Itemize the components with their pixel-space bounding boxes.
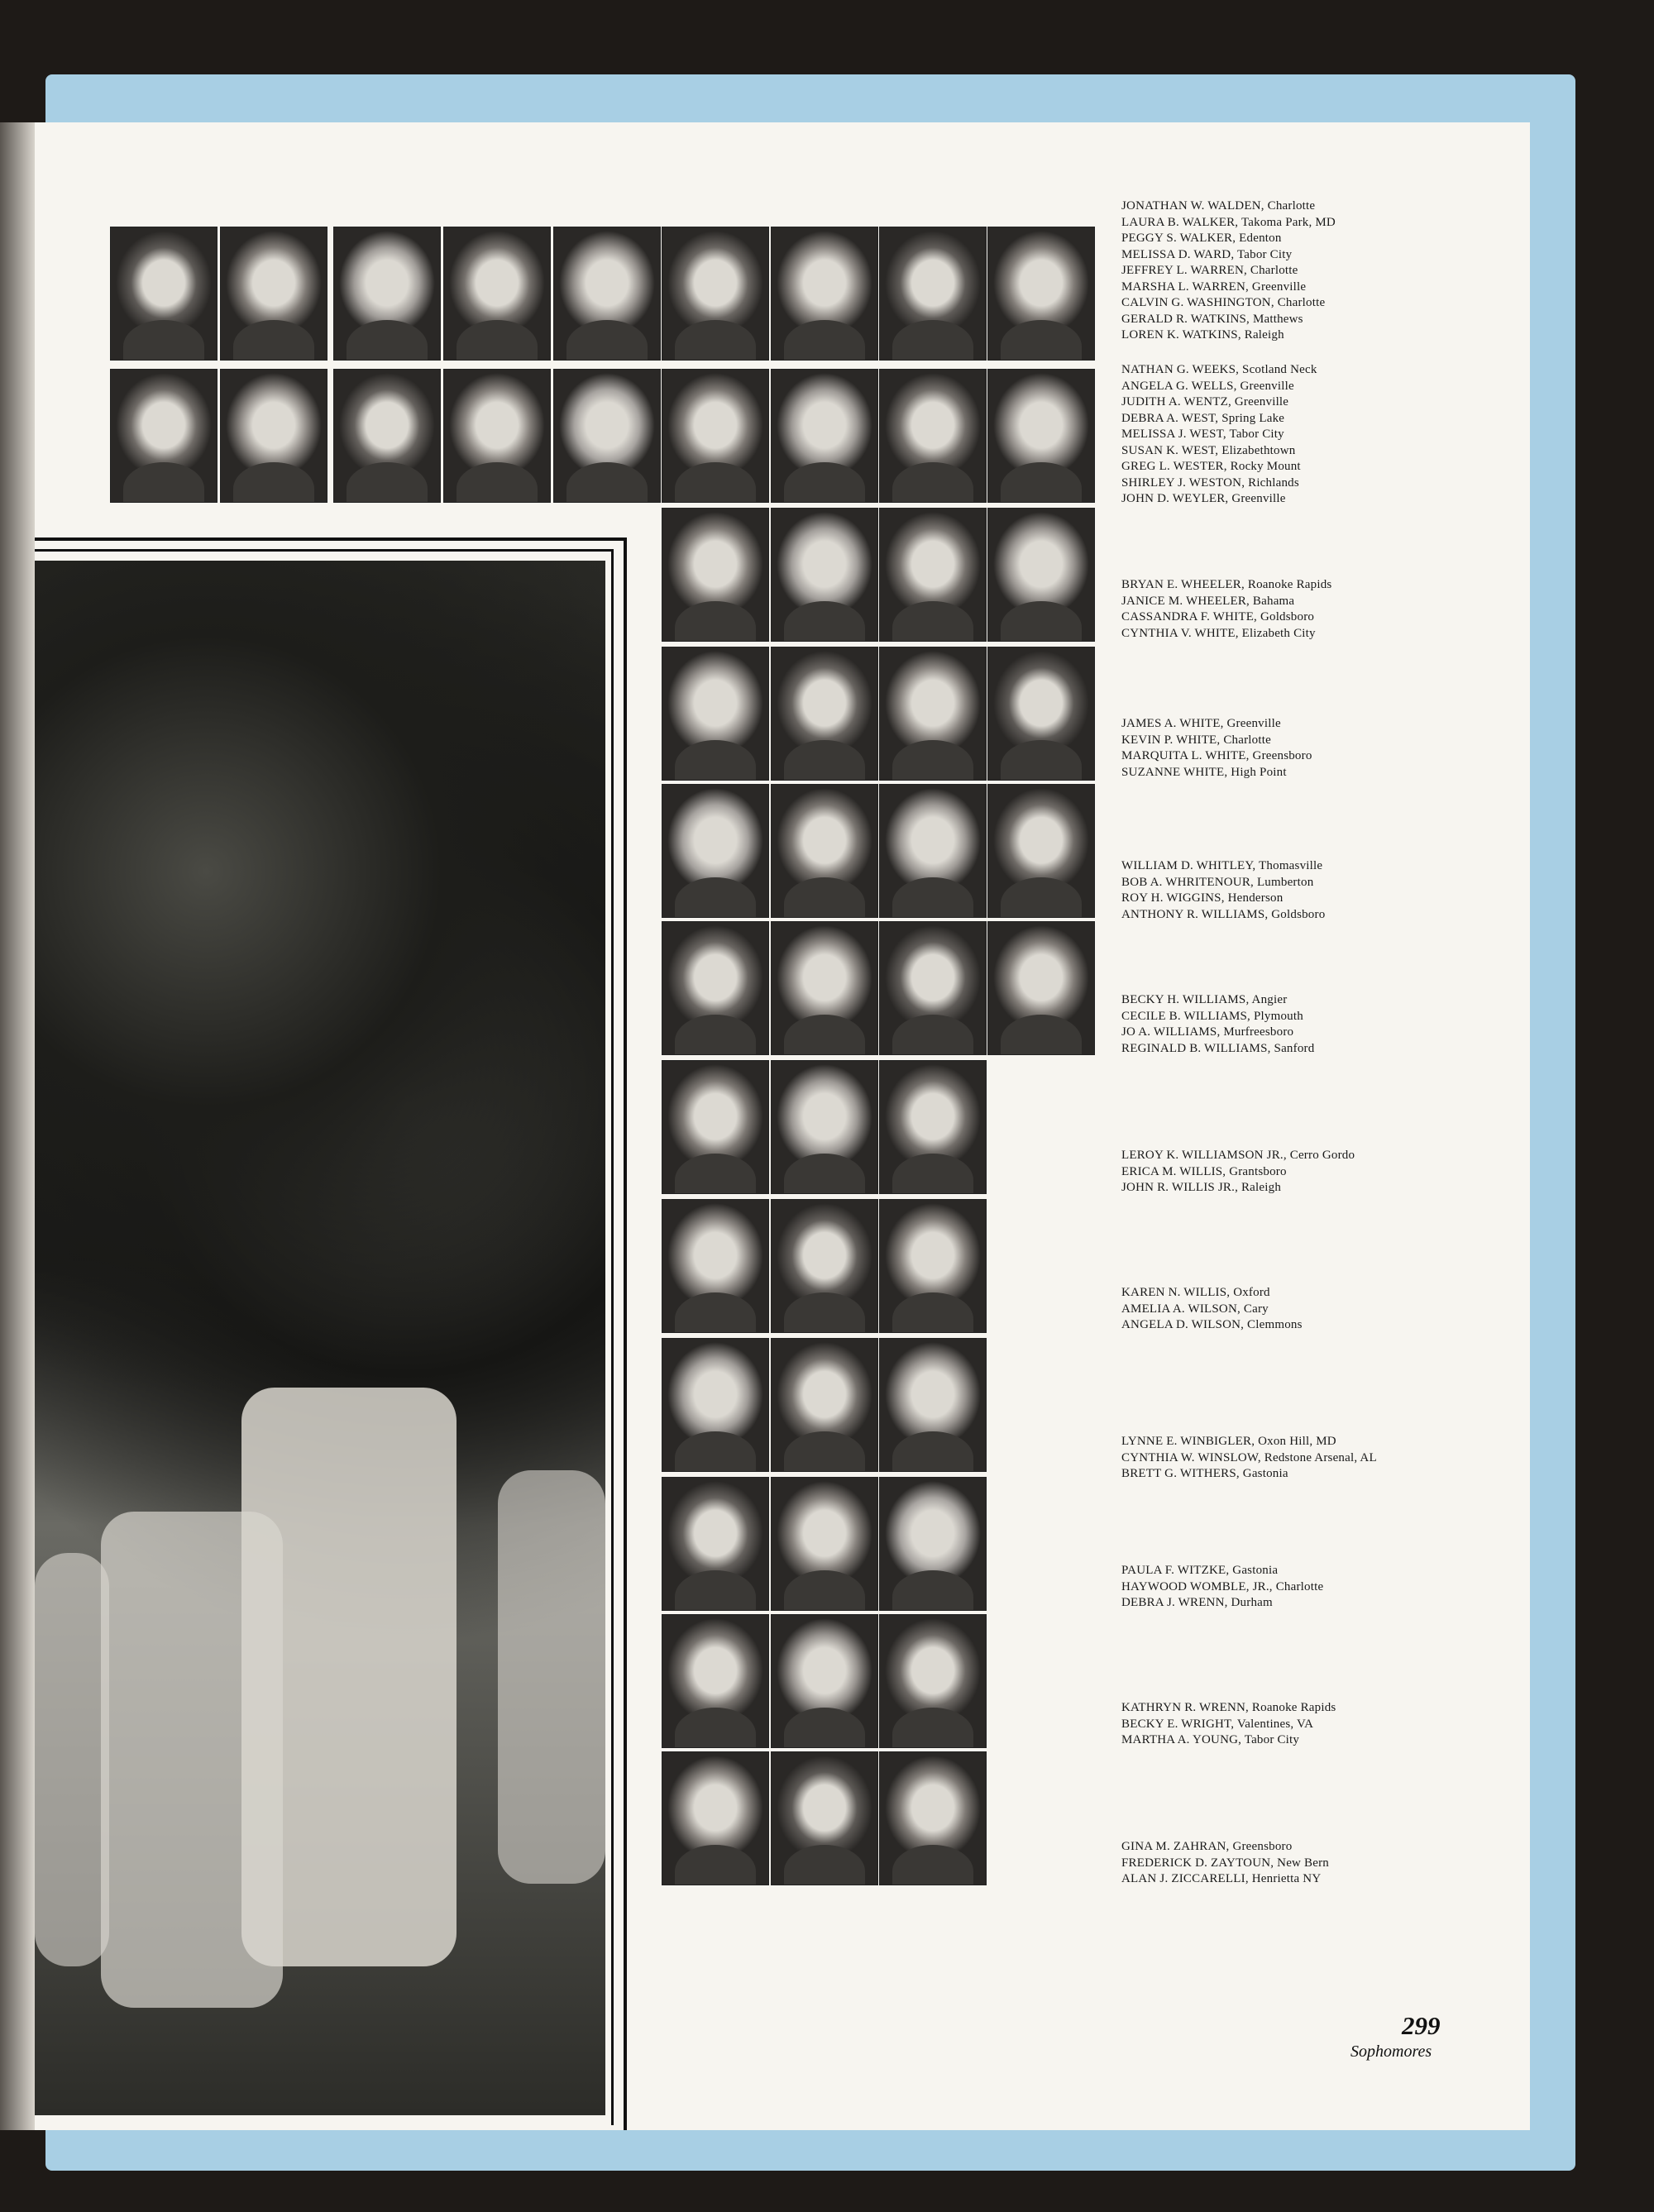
student-portrait [879, 1751, 987, 1885]
student-portrait [662, 369, 769, 503]
student-portrait [879, 647, 987, 781]
name-block [1121, 1839, 1329, 1888]
page-number: 299 [1402, 2011, 1441, 2040]
name-block [1121, 1563, 1323, 1612]
name-block [1121, 1148, 1355, 1197]
student-name: FREDERICK D. ZAYTOUN, New Bern [1121, 1856, 1329, 1870]
student-name: KAREN N. WILLIS, Oxford [1121, 1286, 1270, 1299]
student-portrait [662, 227, 769, 361]
student-name: REGINALD B. WILLIAMS, Sanford [1121, 1041, 1315, 1055]
name-block [1121, 1285, 1303, 1334]
student-name: BRYAN E. WHEELER, Roanoke Rapids [1121, 578, 1332, 591]
student-portrait [987, 508, 1095, 642]
student-portrait [987, 921, 1095, 1055]
student-name: CYNTHIA W. WINSLOW, Redstone Arsenal, AL [1121, 1450, 1377, 1464]
student-name: JO A. WILLIAMS, Murfreesboro [1121, 1025, 1294, 1039]
student-portrait [771, 369, 878, 503]
student-portrait [333, 227, 441, 361]
student-portrait [662, 1614, 769, 1748]
student-portrait [987, 369, 1095, 503]
student-name: ROY H. WIGGINS, Henderson [1121, 891, 1284, 905]
name-block [1121, 992, 1314, 1057]
student-name: LAURA B. WALKER, Takoma Park, MD [1121, 215, 1336, 229]
student-portrait [987, 227, 1095, 361]
student-name: GINA M. ZAHRAN, Greensboro [1121, 1840, 1293, 1853]
student-name: PEGGY S. WALKER, Edenton [1121, 232, 1282, 245]
frame-rule-right-outer [624, 537, 627, 2130]
student-name: JOHN R. WILLIS JR., Raleigh [1121, 1181, 1282, 1194]
name-block [1121, 577, 1331, 642]
student-portrait [553, 227, 661, 361]
student-portrait [220, 369, 327, 503]
student-portrait [333, 369, 441, 503]
name-block [1121, 716, 1312, 781]
student-portrait [771, 1338, 878, 1472]
student-portrait [110, 227, 218, 361]
section-label: Sophomores [1350, 2042, 1432, 2061]
students-outdoor-photo [35, 561, 605, 2115]
name-block [1121, 1434, 1377, 1483]
student-portrait [879, 921, 987, 1055]
student-name: MELISSA D. WARD, Tabor City [1121, 247, 1293, 261]
student-portrait [662, 784, 769, 918]
student-name: LOREN K. WATKINS, Raleigh [1121, 328, 1284, 342]
student-name: CYNTHIA V. WHITE, Elizabeth City [1121, 626, 1316, 640]
student-name: BECKY H. WILLIAMS, Angier [1121, 993, 1288, 1006]
student-name: GERALD R. WATKINS, Matthews [1121, 312, 1303, 326]
student-portrait [771, 1199, 878, 1333]
student-portrait [771, 647, 878, 781]
student-name: JOHN D. WEYLER, Greenville [1121, 492, 1286, 505]
student-name: MARSHA L. WARREN, Greenville [1121, 279, 1307, 294]
student-name: SUSAN K. WEST, Elizabethtown [1121, 443, 1296, 457]
name-block [1121, 362, 1317, 508]
student-portrait [662, 1338, 769, 1472]
student-portrait [662, 647, 769, 781]
student-portrait [771, 508, 878, 642]
student-portrait [879, 369, 987, 503]
student-portrait [771, 1751, 878, 1885]
student-portrait [879, 1477, 987, 1611]
student-name: ANTHONY R. WILLIAMS, Goldsboro [1121, 907, 1326, 921]
page-gutter [0, 122, 35, 2130]
student-name: MARTHA A. YOUNG, Tabor City [1121, 1733, 1300, 1746]
student-portrait [771, 784, 878, 918]
student-name: KATHRYN R. WRENN, Roanoke Rapids [1121, 1701, 1336, 1714]
student-name: SHIRLEY J. WESTON, Richlands [1121, 475, 1299, 490]
student-name: SUZANNE WHITE, High Point [1121, 765, 1287, 779]
student-portrait [662, 921, 769, 1055]
student-portrait [443, 369, 551, 503]
student-name: DEBRA J. WRENN, Durham [1121, 1596, 1273, 1609]
student-portrait [771, 1060, 878, 1194]
student-portrait [771, 1614, 878, 1748]
student-portrait [987, 647, 1095, 781]
student-name: LYNNE E. WINBIGLER, Oxon Hill, MD [1121, 1435, 1336, 1448]
student-name: CALVIN G. WASHINGTON, Charlotte [1121, 296, 1326, 309]
student-name: ANGELA D. WILSON, Clemmons [1121, 1318, 1303, 1331]
student-portrait [662, 508, 769, 642]
student-name: JAMES A. WHITE, Greenville [1121, 717, 1281, 730]
frame-rule-right-inner [611, 549, 614, 2125]
name-block [1121, 198, 1336, 344]
student-name: CASSANDRA F. WHITE, Goldsboro [1121, 610, 1315, 623]
student-name: ALAN J. ZICCARELLI, Henrietta NY [1121, 1872, 1322, 1885]
student-portrait [879, 1199, 987, 1333]
student-portrait [443, 227, 551, 361]
student-name: HAYWOOD WOMBLE, JR., Charlotte [1121, 1579, 1324, 1593]
frame-rule-top-inner [35, 549, 614, 552]
student-name: DEBRA A. WEST, Spring Lake [1121, 411, 1285, 425]
student-portrait [553, 369, 661, 503]
student-name: AMELIA A. WILSON, Cary [1121, 1302, 1269, 1316]
student-portrait [879, 227, 987, 361]
student-portrait [987, 784, 1095, 918]
student-name: ERICA M. WILLIS, Grantsboro [1121, 1164, 1287, 1178]
student-portrait [771, 921, 878, 1055]
student-portrait [879, 784, 987, 918]
frame-rule-top-outer [35, 537, 627, 541]
student-name: LEROY K. WILLIAMSON JR., Cerro Gordo [1121, 1149, 1355, 1162]
student-portrait [879, 1338, 987, 1472]
student-name: JEFFREY L. WARREN, Charlotte [1121, 264, 1298, 277]
student-portrait [879, 508, 987, 642]
student-portrait [220, 227, 327, 361]
student-portrait [662, 1199, 769, 1333]
student-name: MARQUITA L. WHITE, Greensboro [1121, 749, 1312, 762]
student-name: PAULA F. WITZKE, Gastonia [1121, 1564, 1279, 1577]
student-name: ANGELA G. WELLS, Greenville [1121, 379, 1294, 393]
student-portrait [771, 1477, 878, 1611]
student-portrait [879, 1060, 987, 1194]
student-name: KEVIN P. WHITE, Charlotte [1121, 733, 1271, 747]
student-name: BRETT G. WITHERS, Gastonia [1121, 1467, 1288, 1480]
student-portrait [662, 1751, 769, 1885]
student-portrait [662, 1477, 769, 1611]
student-name: JUDITH A. WENTZ, Greenville [1121, 395, 1289, 408]
student-portrait [771, 227, 878, 361]
student-name: NATHAN G. WEEKS, Scotland Neck [1121, 363, 1317, 376]
student-name: MELISSA J. WEST, Tabor City [1121, 428, 1284, 441]
name-block [1121, 1700, 1336, 1749]
name-block [1121, 858, 1325, 923]
student-name: BOB A. WHRITENOUR, Lumberton [1121, 875, 1314, 889]
student-name: BECKY E. WRIGHT, Valentines, VA [1121, 1717, 1314, 1731]
student-name: WILLIAM D. WHITLEY, Thomasville [1121, 859, 1323, 872]
student-portrait [662, 1060, 769, 1194]
student-name: CECILE B. WILLIAMS, Plymouth [1121, 1009, 1303, 1023]
student-portrait [879, 1614, 987, 1748]
student-name: GREG L. WESTER, Rocky Mount [1121, 460, 1301, 473]
student-portrait [110, 369, 218, 503]
student-name: JANICE M. WHEELER, Bahama [1121, 594, 1295, 608]
student-name: JONATHAN W. WALDEN, Charlotte [1121, 199, 1316, 213]
